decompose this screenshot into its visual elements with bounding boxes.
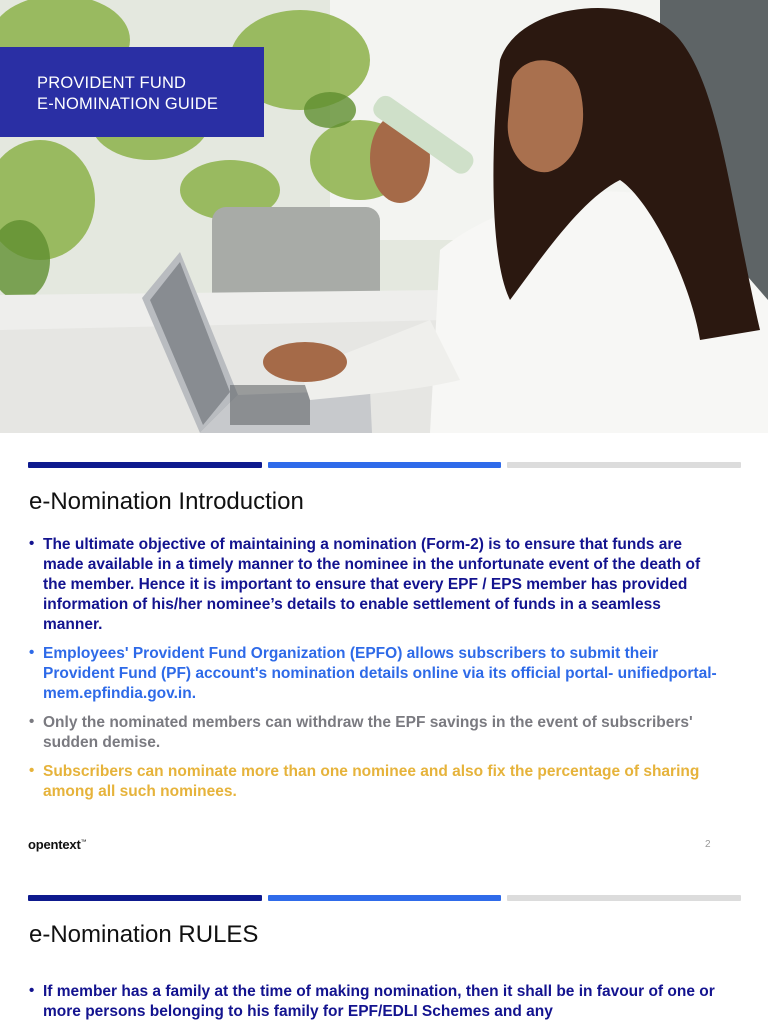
list-item [29, 535, 719, 635]
rules-points [29, 982, 719, 1024]
progress-bar-3 [507, 895, 741, 901]
bullet-icon: • [29, 644, 35, 661]
list-item-text: Only the nominated members can withdraw the EPF savings in the event of subscribers' sudden demise. [43, 714, 693, 751]
list-item-text: Subscribers can nominate more than one nominee and also fix the percentage of sharing among all such nominees. [43, 763, 700, 800]
list-item [29, 713, 719, 753]
list-item-text: The ultimate objective of maintaining a nomination (Form-2) is to ensure that funds are made available in a timely manner to the nominee in the unfortunate event of the death of the member. Hence it is important to ensure that every EPF / EPS member has provided information of his/her nominee’s details to enable settlement of funds in a seamless manner. [43, 536, 701, 633]
list-item [29, 644, 719, 704]
bullet-icon: • [29, 982, 35, 999]
progress-bars [28, 462, 741, 468]
progress-bar-2 [268, 895, 502, 901]
bullet-icon: • [29, 762, 35, 779]
trademark-mark: ™ [80, 839, 87, 846]
list-item-text: Employees' Provident Fund Organization (EPFO) allows subscribers to submit their Provident Fund (PF) account's nomination details online via its official portal- unifiedportal-mem.epfindia.gov.in. [43, 645, 717, 702]
progress-bar-1 [28, 462, 262, 468]
title-box [0, 47, 264, 137]
intro-points [29, 535, 719, 811]
list-item [29, 762, 719, 802]
title-line-1: PROVIDENT FUND [37, 74, 187, 92]
progress-bar-1 [28, 895, 262, 901]
list-item-text: If member has a family at the time of making nomination, then it shall be in favour of one or more persons belonging to his family for EPF/EDLI Schemes and any [43, 983, 715, 1020]
opentext-logo [28, 837, 86, 852]
bullet-icon: • [29, 713, 35, 730]
progress-bar-3 [507, 462, 741, 468]
bullet-icon: • [29, 535, 35, 552]
page-number: 2 [705, 839, 711, 850]
title-line-2: E-NOMINATION GUIDE [37, 95, 219, 113]
logo-text: opentext [28, 837, 81, 852]
list-item [29, 982, 719, 1022]
hero-photo [0, 0, 768, 433]
progress-bar-2 [268, 462, 502, 468]
slide-heading: e-Nomination Introduction [29, 488, 304, 515]
slide-heading: e-Nomination RULES [29, 921, 259, 948]
progress-bars [28, 895, 741, 901]
